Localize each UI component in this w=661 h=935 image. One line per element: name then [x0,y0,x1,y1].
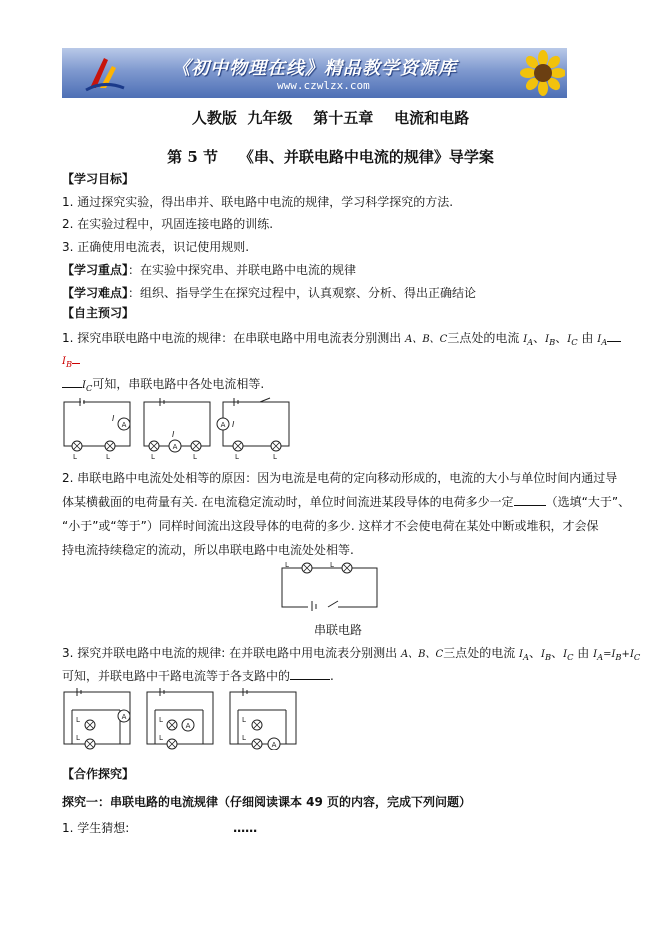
q2-text-2: 体某横截面的电荷量有关. 在电流稳定流动时，单位时间流进某段导体的电荷多少一定 [62,495,514,509]
q1-IB: $I_B$ [545,334,556,347]
goal-item-2: 2. 在实验过程中，巩固连接电路的训练. [62,217,274,231]
difficulty-label: 【学习难点】 [62,286,129,300]
parallel-circuits-figure [62,688,302,750]
lamp-label: L [151,453,155,460]
explore1-heading: 探究一：串联电路的电流规律（仔细阅读课本 49 页的内容，完成下列问题） [62,795,472,809]
q2-line-1: 2. 串联电路中电流处处相等的原因：因为电流是电荷的定向移动形成的，电流的大小与单位时间内通过导 [62,471,618,485]
series-circuit-diagram [280,561,380,611]
focus-line [62,262,356,278]
goal-item-1: 1. 通过探究实验，得出串并、联电路中电流的规律，学习科学探究的方法. [62,195,454,209]
preview-heading: 【自主预习】 [62,306,135,320]
lamp-label: L [193,453,197,460]
goals-heading: 【学习目标】 [62,172,135,186]
q1-IA: $I_A$ [523,334,534,347]
series-caption: 串联电路 [314,623,363,637]
q3-IB: $I_B$ [541,649,552,662]
lamp-label: L [76,734,80,742]
q3-blank[interactable] [290,679,330,680]
q2-line-2 [62,494,630,510]
q1-IC-2: $I_C$ [82,380,93,393]
ammeter-A-label-2: A [172,443,178,451]
q1-IC: $I_C$ [567,334,578,347]
q3-end: . [330,669,334,683]
focus-label: 【学习重点】 [62,263,129,277]
q1-blank-3[interactable] [62,387,82,388]
current-label: I [112,414,115,423]
q3-IC: $I_C$ [563,649,574,662]
lamp-label: L [73,453,77,460]
q1-points: A、B、C [405,334,448,345]
sunflower-icon [507,50,565,96]
q3-text-2: 可知，并联电路中干路电流等于各支路中的 [62,669,291,683]
lamp-label: L [330,561,334,569]
guess-line [62,820,257,836]
q2-text-2b: （选填“大于”、 [545,495,631,509]
ammeter-A-label: A [271,741,277,749]
difficulty-text: ：组织、指导学生在探究过程中，认真观察、分析、得出正确结论 [128,286,477,300]
ammeter-A-label-1: A [121,421,127,429]
lamp-label: L [106,453,110,460]
banner-logo-icon [82,54,128,94]
guess-dots: …… [233,821,258,835]
q3-points: A、B、C [400,649,444,660]
difficulty-line [62,285,476,301]
q3-line-2 [62,668,334,684]
lamp-label: L [285,561,289,569]
lamp-label: L [76,716,80,724]
series-circuits-figure [62,396,292,460]
ammeter-A-label: A [121,713,127,721]
q1-text-b: 三点处的电流 [447,331,520,345]
q2-blank[interactable] [514,505,546,506]
lamp-label: L [159,716,163,724]
q1-text-c: 由 [581,331,594,345]
guess-label: 1. 学生猜想: [62,821,130,835]
q3-text-c: 由 [577,646,590,660]
q3-IA: $I_A$ [519,649,529,662]
current-label: I [172,430,175,439]
q2-line-4: 持电流持续稳定的流动，所以串联电路中电流处处相等. [62,543,354,557]
lamp-label: L [242,734,246,742]
banner-title: 《初中物理在线》精品教学资源库 [172,58,457,79]
q1-IB-2: $I_B$ [62,356,73,369]
focus-text: ：在实验中探究串、并联电路中电流的规律 [128,263,357,277]
header-banner [62,48,567,98]
ammeter-A-label: A [185,722,191,730]
banner-url: www.czwlzx.com [277,79,370,92]
q1-line-3 [62,376,264,396]
doc-subtitle: 第 5 节 《串、并联电路中电流的规律》导学案 [167,148,494,166]
q3-line: 3. 探究并联电路中电流的规律: 在并联电路中用电流表分别测出 A、B、C三点处的电流 $I_A$、$I_B$、$I_C$ 由 $I_A=I_B+I_C$ [62,646,641,662]
q1-end: 可知，串联电路中各处电流相等. [92,377,265,391]
q1-line-2 [62,352,80,372]
q1-blank-2[interactable] [72,363,80,364]
q3-formula: $I_A=I_B+I_C$ [593,649,641,662]
q2-line-3: “小于”或“等于”）同样时间流出这段导体的电荷的多少. 这样才不会使电荷在某处中断或堆积，才会保 [62,519,599,533]
ammeter-A-label-3: A [220,421,226,429]
current-label: I [232,420,235,429]
goal-item-3: 3. 正确使用电流表，识记使用规则. [62,240,250,254]
q1-text: 1. 探究串联电路中电流的规律：在串联电路中用电流表分别测出 [62,331,402,345]
q1-blank-1[interactable] [607,341,621,342]
q3-text: 3. 探究并联电路中电流的规律: 在并联电路中用电流表分别测出 [62,646,398,660]
lamp-label: L [242,716,246,724]
doc-title: 人教版 九年级 第十五章 电流和电路 [191,109,470,127]
q3-text-b: 三点处的电流 [443,646,516,660]
lamp-label: L [235,453,239,460]
q1-line: 1. 探究串联电路中电流的规律：在串联电路中用电流表分别测出 A、B、C三点处的电流 $I_A$、$I_B$、$I_C$ 由 $I_A$ [62,330,621,350]
lamp-label: L [159,734,163,742]
q1-IA-2: $I_A$ [597,334,608,347]
coop-heading: 【合作探究】 [62,767,135,781]
lamp-label: L [273,453,277,460]
